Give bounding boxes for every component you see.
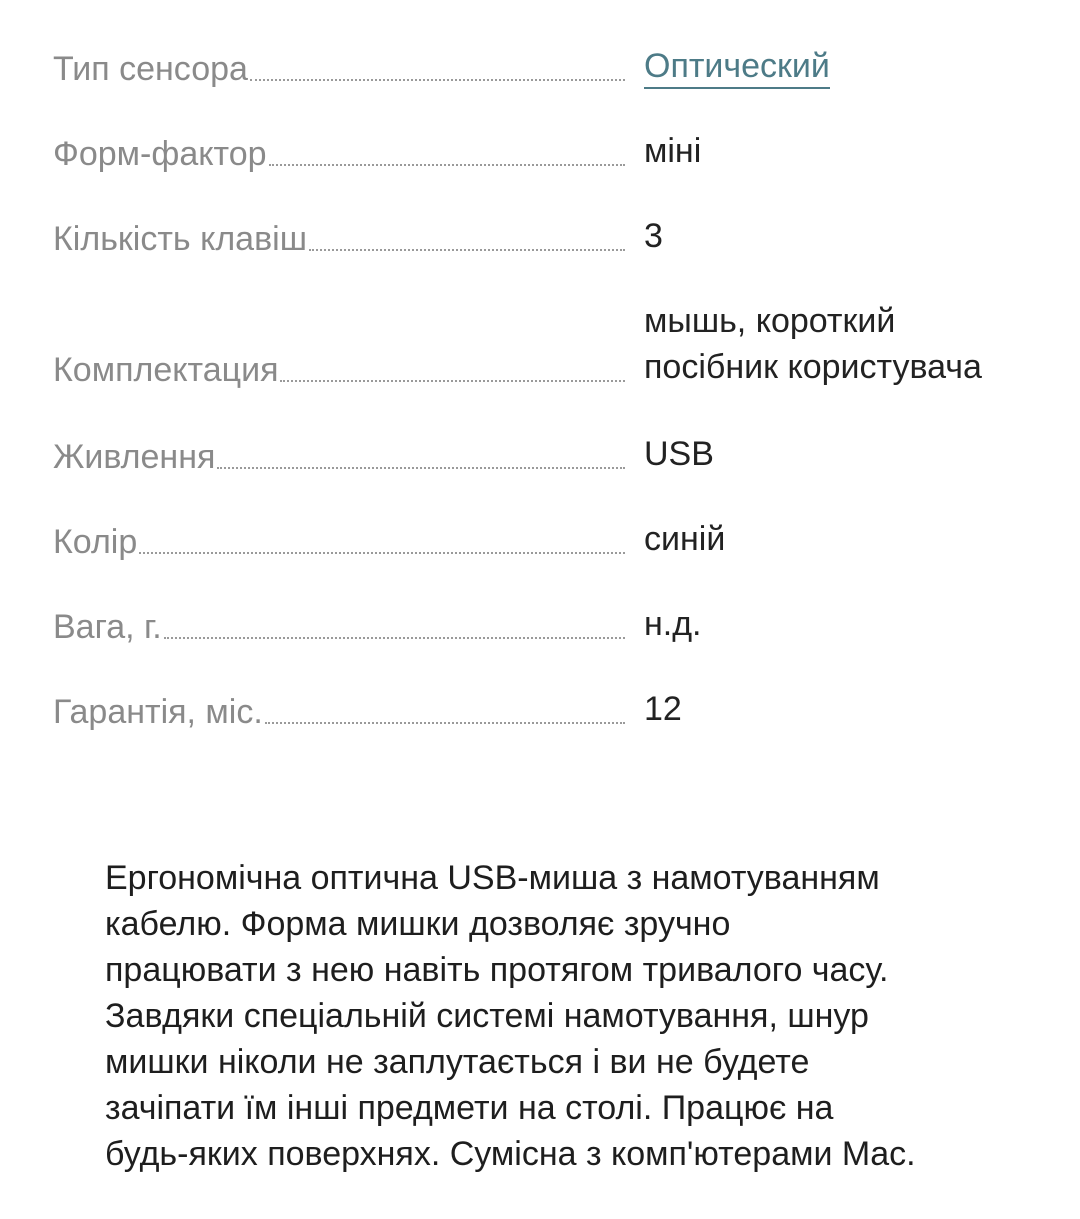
product-description: Ергономічна оптична USB-миша з намотуванням кабелю. Форма мишки дозволяє зручно працювати з нею навіть протягом тривалого часу. Завдяки спеціальній системі намотування, шнур мишки ніколи не заплутається і ви не будете зачіпати їм інші предмети на столі. Працює на будь-яких поверхнях. Сумісна з комп'ютерами Mac.	[105, 859, 916, 1173]
spec-label: Гарантія, міс.	[53, 693, 263, 731]
spec-row-key-count	[53, 213, 1053, 259]
spec-value: 3	[644, 217, 663, 255]
spec-row-warranty	[53, 686, 1053, 732]
spec-label: Тип сенсора	[53, 50, 248, 88]
spec-label: Живлення	[53, 438, 216, 476]
dotted-leader	[269, 163, 625, 166]
spec-value: міні	[644, 132, 702, 170]
dotted-leader	[139, 551, 625, 554]
spec-label: Кількість клавіш	[53, 220, 307, 258]
spec-value: н.д.	[644, 605, 702, 643]
spec-value: синій	[644, 520, 726, 558]
spec-row-color	[53, 516, 1053, 562]
spec-label: Комплектация	[53, 351, 279, 389]
spec-value: 12	[644, 690, 682, 728]
dotted-leader	[280, 379, 625, 382]
spec-value: USB	[644, 435, 714, 473]
spec-value: мышь, короткий посібник користувача	[644, 302, 982, 386]
spec-row-form-factor	[53, 128, 1053, 174]
spec-label: Форм-фактор	[53, 135, 267, 173]
spec-row-package	[53, 298, 1053, 390]
sensor-type-link[interactable]	[644, 43, 1044, 89]
dotted-leader	[265, 721, 625, 724]
dotted-leader	[250, 78, 625, 81]
spec-row-weight	[53, 601, 1053, 647]
spec-label: Вага, г.	[53, 608, 162, 646]
spec-value[interactable]: Оптический	[644, 47, 830, 89]
spec-label: Колір	[53, 523, 138, 561]
dotted-leader	[309, 248, 625, 251]
dotted-leader	[217, 466, 625, 469]
spec-row-power	[53, 431, 1053, 477]
dotted-leader	[164, 636, 625, 639]
spec-row-sensor-type	[53, 43, 1053, 89]
